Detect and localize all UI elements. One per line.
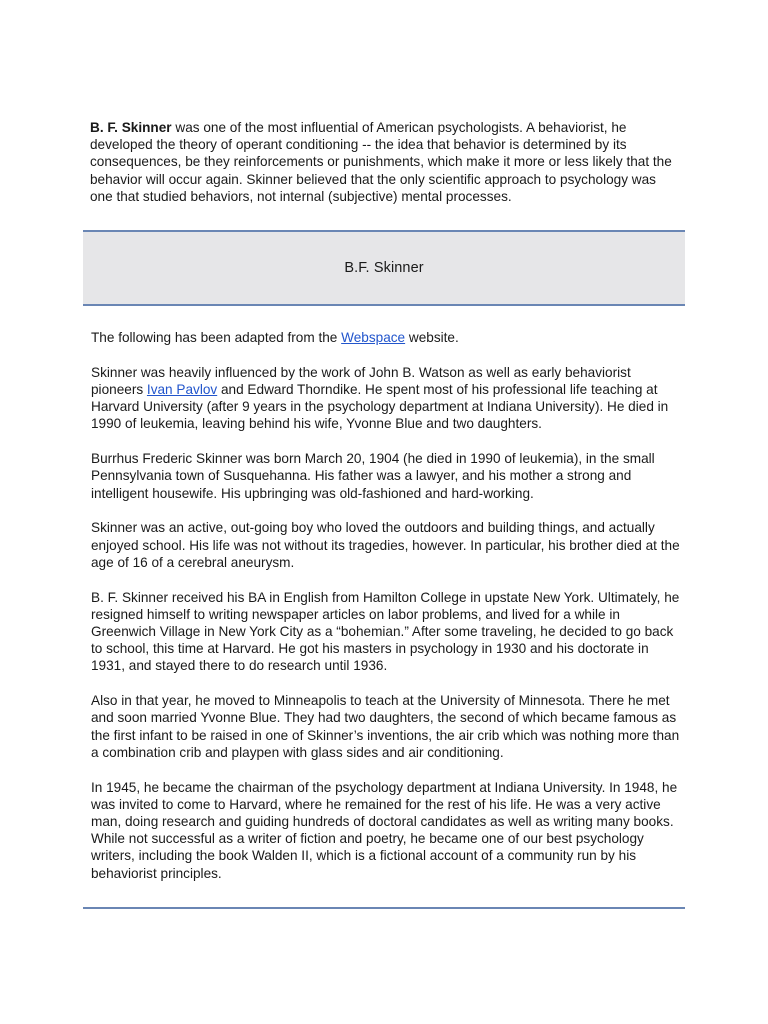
minnesota-paragraph: Also in that year, he moved to Minneapolis to teach at the University of Minnesota. There he met and soon married Yvonne Blue. They had two daughters, the second of which became famous as the first infant to be raised in one of Skinner’s inventions, the air crib which was nothing more than a combination crib and playpen with glass sides and air conditioning. [91, 693, 680, 760]
source-text-before: The following has been adapted from the [91, 330, 342, 345]
influences-paragraph [91, 364, 681, 433]
birth-paragraph: Burrhus Frederic Skinner was born March 20, 1904 (he died in 1990 of leukemia), in the small Pennsylvania town of Susquehanna. His father was a lawyer, and his mother a strong and intelligent housewife. His upbringing was old-fashioned and hard-working. [91, 451, 655, 501]
section-header-banner [83, 230, 685, 306]
ivan-pavlov-link[interactable]: Ivan Pavlov [146, 382, 218, 397]
intro-text: was one of the most influential of American psychologists. A behaviorist, he developed the theory of operant conditioning -- the idea that behavior is determined by its consequences, be they reinforcements or punishments, which make it more or less likely that the behavior will occur again. Skinner believed that the only scientific approach to psychology was one that studied behaviors, not internal (subjective) mental processes. [90, 120, 672, 204]
harvard-paragraph: In 1945, he became the chairman of the psychology department at Indiana University. In 1948, he was invited to come to Harvard, where he remained for the rest of his life. He was a very active man, doing research and guiding hundreds of doctoral candidates as well as writing many books. While not successful as a writer of fiction and poetry, he became one of our best psychology writers, including the book Walden II, which is a fictional account of a community run by his behaviorist principles. [91, 779, 678, 881]
article-body [91, 329, 681, 882]
education-paragraph: B. F. Skinner received his BA in English from Hamilton College in upstate New York. Ultimately, he resigned himself to writing newspaper articles on labor problems, and lived for a while in Greenwich Village in New York City as a “bohemian.” After some traveling, he decided to go back to school, this time at Harvard. He got his masters in psychology in 1930 and his doctorate in 1931, and stayed there to do research until 1936. [91, 589, 680, 674]
intro-subject-name: B. F. Skinner [90, 120, 172, 135]
source-text-after: website. [405, 330, 459, 345]
childhood-paragraph: Skinner was an active, out-going boy who loved the outdoors and building things, and actually enjoyed school. His life was not without its tragedies, however. In particular, his brother died at the age of 16 of a cerebral aneurysm. [91, 520, 680, 570]
influences-text-before: Skinner was heavily influenced by the work of John B. Watson as well as early behaviorist pioneers [91, 364, 631, 397]
influences-text-after: and Edward Thorndike. He spent most of his professional life teaching at Harvard University (after 9 years in the psychology department at Indiana University). He died in 1990 of leukemia, leaving behind his wife, Yvonne Blue and two daughters. [91, 382, 669, 432]
intro-paragraph [90, 119, 680, 205]
webspace-link[interactable]: Webspace [341, 330, 406, 345]
bottom-divider [83, 907, 685, 909]
source-paragraph [91, 329, 681, 346]
section-title: B.F. Skinner [344, 260, 424, 276]
